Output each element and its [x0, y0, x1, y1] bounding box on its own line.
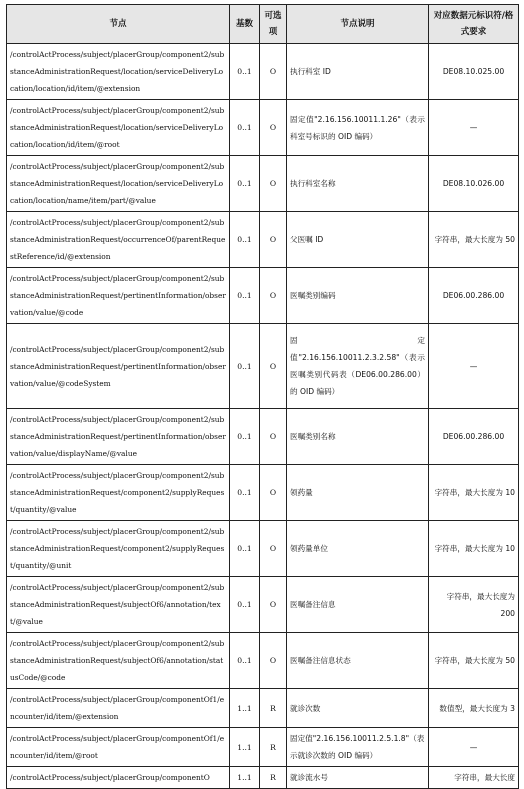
- node-description: 医嘱备注信息状态: [287, 633, 429, 689]
- node-path: /controlActProcess/subject/placerGroup/component2/substanceAdministrationRequest/component2/supplyRequest/quantity/@value: [7, 465, 230, 521]
- cardinality: 0..1: [230, 521, 260, 577]
- node-description: 执行科室 ID: [287, 44, 429, 100]
- optional-flag: R: [260, 728, 287, 767]
- format-requirement: 字符串，最大长度为 10: [429, 521, 519, 577]
- node-description: 固定值"2.16.156.10011.2.5.1.8"（表示就诊次数的 OID 编码）: [287, 728, 429, 767]
- node-description: 固定值"2.16.156.10011.2.3.2.58"（表示医嘱类别代码表（DE06.00.286.00）的 OID 编码）: [287, 324, 429, 409]
- table-row: [7, 577, 519, 633]
- node-path: /controlActProcess/subject/placerGroup/component2/substanceAdministrationRequest/pertinentInformation/observation/value/@codeSystem: [7, 324, 230, 409]
- header-node: 节点: [7, 5, 230, 44]
- header-cardinality: 基数: [230, 5, 260, 44]
- cardinality: 1..1: [230, 767, 260, 789]
- table-row: [7, 44, 519, 100]
- node-path: /controlActProcess/subject/placerGroup/component2/substanceAdministrationRequest/location/serviceDeliveryLocation/location/id/item/@root: [7, 100, 230, 156]
- node-path: /controlActProcess/subject/placerGroup/componentOf1/encounter/id/item/@root: [7, 728, 230, 767]
- format-requirement: DE08.10.025.00: [429, 44, 519, 100]
- optional-flag: R: [260, 767, 287, 789]
- node-description: 固定值"2.16.156.10011.1.26"（表示科室号标识的 OID 编码）: [287, 100, 429, 156]
- table-row: [7, 212, 519, 268]
- node-path: /controlActProcess/subject/placerGroup/componentO: [7, 767, 230, 789]
- optional-flag: O: [260, 409, 287, 465]
- cardinality: 1..1: [230, 728, 260, 767]
- optional-flag: O: [260, 577, 287, 633]
- format-requirement: —: [429, 100, 519, 156]
- cardinality: 0..1: [230, 268, 260, 324]
- table-row: [7, 689, 519, 728]
- table-row: [7, 728, 519, 767]
- header-optional: 可选项: [260, 5, 287, 44]
- node-path: /controlActProcess/subject/placerGroup/component2/substanceAdministrationRequest/occurrenceOf/parentRequestReference/id/@extension: [7, 212, 230, 268]
- optional-flag: O: [260, 465, 287, 521]
- optional-flag: O: [260, 324, 287, 409]
- format-requirement: 字符串，最大长度: [429, 767, 519, 789]
- node-path: /controlActProcess/subject/placerGroup/component2/substanceAdministrationRequest/location/serviceDeliveryLocation/location/name/item/part/@value: [7, 156, 230, 212]
- cardinality: 0..1: [230, 212, 260, 268]
- table-row: [7, 465, 519, 521]
- node-description: 父医嘱 ID: [287, 212, 429, 268]
- node-description: 就诊流水号: [287, 767, 429, 789]
- cardinality: 0..1: [230, 409, 260, 465]
- optional-flag: O: [260, 156, 287, 212]
- optional-flag: R: [260, 689, 287, 728]
- optional-flag: O: [260, 268, 287, 324]
- node-spec-table: [6, 4, 519, 789]
- format-requirement: 字符串，最大长度为 10: [429, 465, 519, 521]
- format-requirement: DE06.00.286.00: [429, 409, 519, 465]
- format-requirement: 数值型，最大长度为 3: [429, 689, 519, 728]
- cardinality: 0..1: [230, 324, 260, 409]
- table-row: [7, 633, 519, 689]
- format-requirement: 字符串，最大长度为 50: [429, 633, 519, 689]
- header-format: 对应数据元标识符/格式要求: [429, 5, 519, 44]
- node-description: 医嘱备注信息: [287, 577, 429, 633]
- node-path: /controlActProcess/subject/placerGroup/component2/substanceAdministrationRequest/subjectOf6/annotation/statusCode/@code: [7, 633, 230, 689]
- optional-flag: O: [260, 521, 287, 577]
- document-page: [6, 4, 518, 789]
- table-row: [7, 100, 519, 156]
- node-path: /controlActProcess/subject/placerGroup/component2/substanceAdministrationRequest/pertinentInformation/observation/value/@code: [7, 268, 230, 324]
- node-path: /controlActProcess/subject/placerGroup/component2/substanceAdministrationRequest/pertinentInformation/observation/value/displayName/@value: [7, 409, 230, 465]
- cardinality: 0..1: [230, 577, 260, 633]
- format-requirement: —: [429, 324, 519, 409]
- format-requirement: 字符串，最大长度为 50: [429, 212, 519, 268]
- cardinality: 0..1: [230, 633, 260, 689]
- node-description: 领药量: [287, 465, 429, 521]
- table-row: [7, 409, 519, 465]
- cardinality: 1..1: [230, 689, 260, 728]
- node-description: 领药量单位: [287, 521, 429, 577]
- cardinality: 0..1: [230, 100, 260, 156]
- header-row: [7, 5, 519, 44]
- format-requirement: DE06.00.286.00: [429, 268, 519, 324]
- node-path: /controlActProcess/subject/placerGroup/component2/substanceAdministrationRequest/location/serviceDeliveryLocation/location/id/item/@extension: [7, 44, 230, 100]
- node-description: 就诊次数: [287, 689, 429, 728]
- table-row: [7, 767, 519, 789]
- table-row: [7, 324, 519, 409]
- cardinality: 0..1: [230, 156, 260, 212]
- cardinality: 0..1: [230, 465, 260, 521]
- format-requirement: DE08.10.026.00: [429, 156, 519, 212]
- node-description: 医嘱类别名称: [287, 409, 429, 465]
- cardinality: 0..1: [230, 44, 260, 100]
- node-description: 医嘱类别编码: [287, 268, 429, 324]
- optional-flag: O: [260, 100, 287, 156]
- optional-flag: O: [260, 44, 287, 100]
- optional-flag: O: [260, 633, 287, 689]
- table-row: [7, 156, 519, 212]
- node-path: /controlActProcess/subject/placerGroup/component2/substanceAdministrationRequest/component2/supplyRequest/quantity/@unit: [7, 521, 230, 577]
- format-requirement: 字符串，最大长度为 200: [429, 577, 519, 633]
- optional-flag: O: [260, 212, 287, 268]
- table-row: [7, 268, 519, 324]
- format-requirement: —: [429, 728, 519, 767]
- table-row: [7, 521, 519, 577]
- header-description: 节点说明: [287, 5, 429, 44]
- node-path: /controlActProcess/subject/placerGroup/component2/substanceAdministrationRequest/subjectOf6/annotation/text/@value: [7, 577, 230, 633]
- node-description: 执行科室名称: [287, 156, 429, 212]
- node-path: /controlActProcess/subject/placerGroup/componentOf1/encounter/id/item/@extension: [7, 689, 230, 728]
